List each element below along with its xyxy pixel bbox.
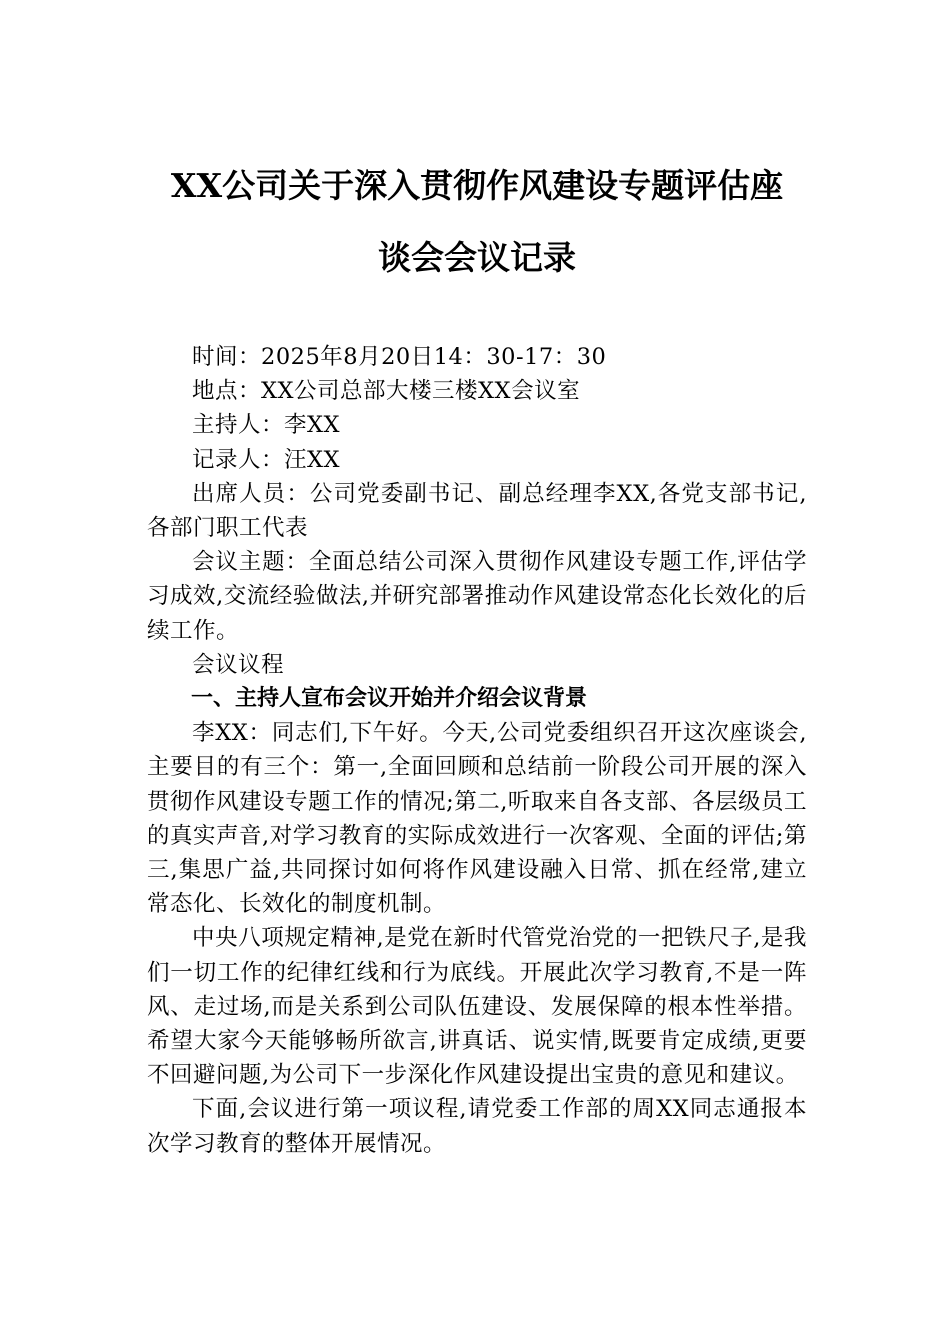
body-paragraph-1: 李XX：同志们,下午好。今天,公司党委组织召开这次座谈会,主要目的有三个：第一,全面回顾和总结前一阶段公司开展的深入贯彻作风建设专题工作的情况;第二,听取来自各支部、各层级员工的真实声音,对学习教育的实际成效进行一次客观、全面的评估;第三,集思广益,共同探讨如何将作风建设融入日常、抓在经常,建立常态化、长效化的制度机制。 [147, 720, 807, 918]
title-line-1: XX公司关于深入贯彻作风建设专题评估座 [170, 166, 784, 205]
document-page [147, 150, 807, 1161]
meeting-info [147, 340, 807, 682]
section-heading-1: 一、主持人宣布会议开始并介绍会议背景 [191, 686, 588, 712]
meeting-location: 地点：XX公司总部大楼三楼XX会议室 [192, 378, 581, 405]
meeting-host: 主持人：李XX [192, 412, 341, 439]
meeting-time: 时间：2025年8月20日14：30-17：30 [192, 344, 607, 370]
title-line-2: 谈会会议记录 [378, 238, 576, 277]
meeting-attendees: 出席人员：公司党委副书记、副总经理李XX,各党支部书记,各部门职工代表 [147, 480, 807, 542]
meeting-theme: 会议主题：全面总结公司深入贯彻作风建设专题工作,评估学习成效,交流经验做法,并研究部署推动作风建设常态化长效化的后续工作。 [147, 549, 807, 644]
body-paragraph-2: 中央八项规定精神,是党在新时代管党治党的一把铁尺子,是我们一切工作的纪律红线和行为底线。开展此次学习教育,不是一阵风、走过场,而是关系到公司队伍建设、发展保障的根本性举措。希望大家今天能够畅所欲言,讲真话、说实情,既要肯定成绩,更要不回避问题,为公司下一步深化作风建设提出宝贵的意见和建议。 [147, 925, 807, 1089]
document-title [147, 150, 807, 294]
agenda-label: 会议议程 [192, 651, 285, 678]
body-paragraph-3: 下面,会议进行第一项议程,请党委工作部的周XX同志通报本次学习教育的整体开展情况。 [147, 1096, 807, 1157]
meeting-recorder: 记录人：汪XX [192, 446, 341, 473]
